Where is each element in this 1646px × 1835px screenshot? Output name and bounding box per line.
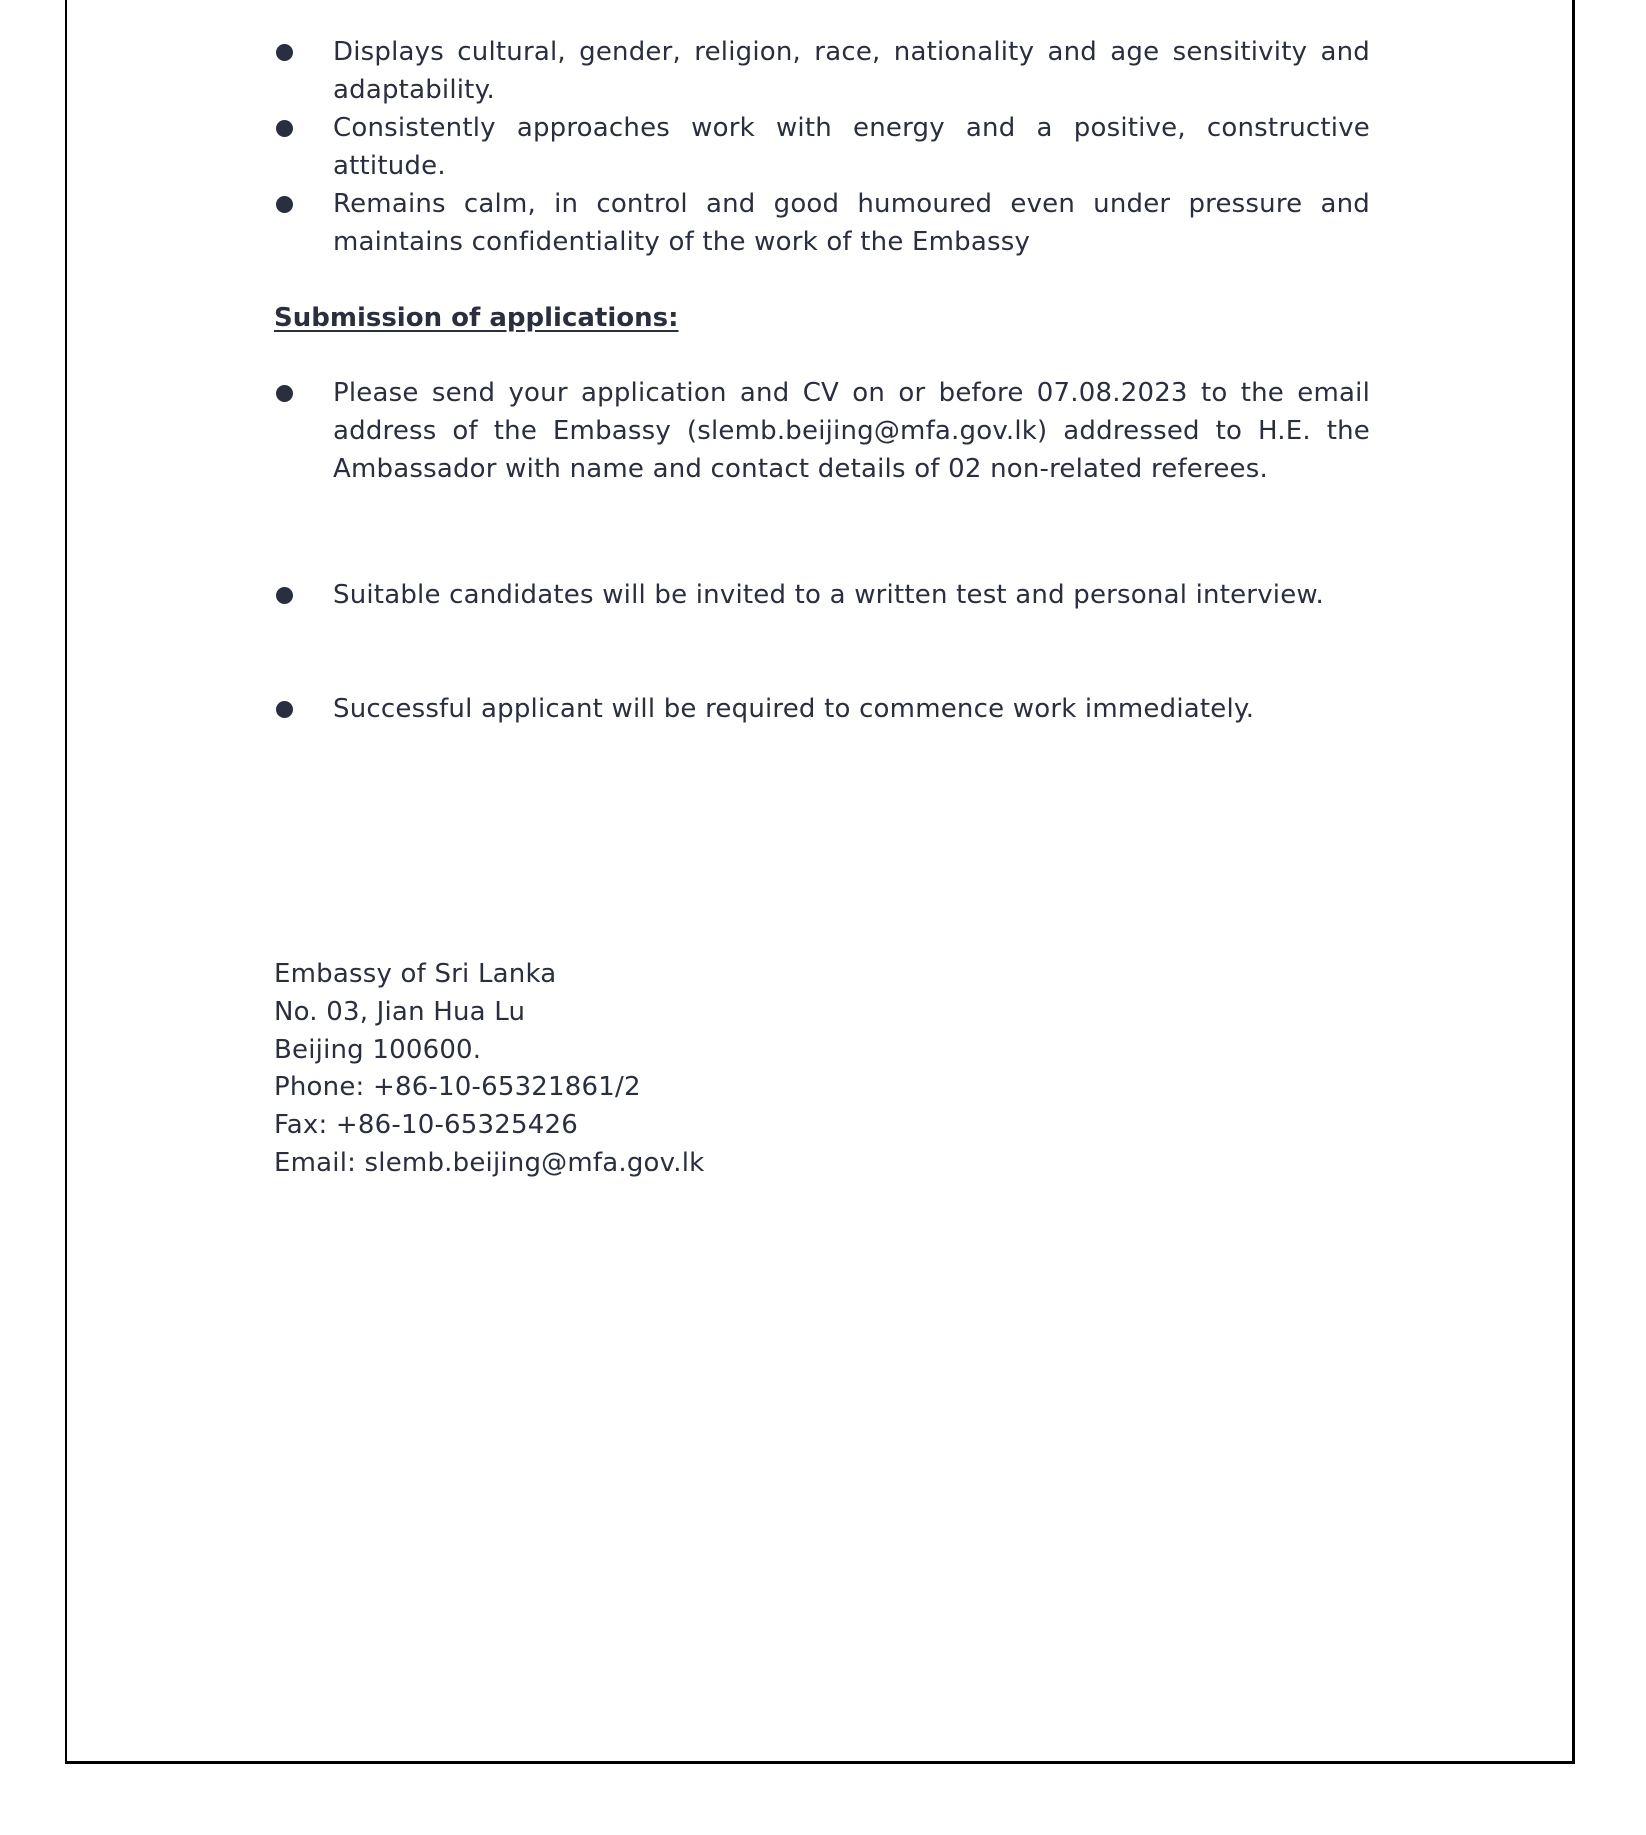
bullet-text: Consistently approaches work with energy and a positive, constructive attitude. (333, 113, 1370, 181)
address-email: Email: slemb.beijing@mfa.gov.lk (274, 1147, 705, 1178)
address-city: Beijing 100600. (274, 1034, 482, 1065)
bullet-text: Suitable candidates will be invited to a written test and personal interview. (333, 580, 1324, 610)
bullet-icon (276, 701, 293, 718)
page-border (65, 0, 1575, 1764)
bullet-text: Displays cultural, gender, religion, race, nationality and age sensitivity and adaptability. (333, 37, 1370, 105)
embassy-address-block (274, 956, 704, 1183)
bullet-icon (276, 587, 293, 604)
bullet-icon (276, 385, 293, 402)
bullet-icon (276, 44, 293, 61)
address-phone: Phone: +86-10-65321861/2 (274, 1072, 641, 1103)
bullet-icon (276, 196, 293, 213)
bullet-text: Successful applicant will be required to commence work immediately. (333, 694, 1255, 724)
bullet-text: Please send your application and CV on or before 07.08.2023 to the email address of the Embassy (slemb.beijing@mfa.gov.lk) addressed to H.E. the Ambassador with name and contact details of 02 non-related referees. (333, 378, 1370, 484)
address-street: No. 03, Jian Hua Lu (274, 996, 526, 1027)
bullet-text: Remains calm, in control and good humoured even under pressure and maintains confidentiality of the work of the Embassy (333, 189, 1370, 257)
address-name: Embassy of Sri Lanka (274, 959, 557, 989)
address-fax: Fax: +86-10-65325426 (274, 1110, 578, 1141)
bullet-icon (276, 120, 293, 137)
section-heading-submission: Submission of applications: (274, 303, 679, 333)
